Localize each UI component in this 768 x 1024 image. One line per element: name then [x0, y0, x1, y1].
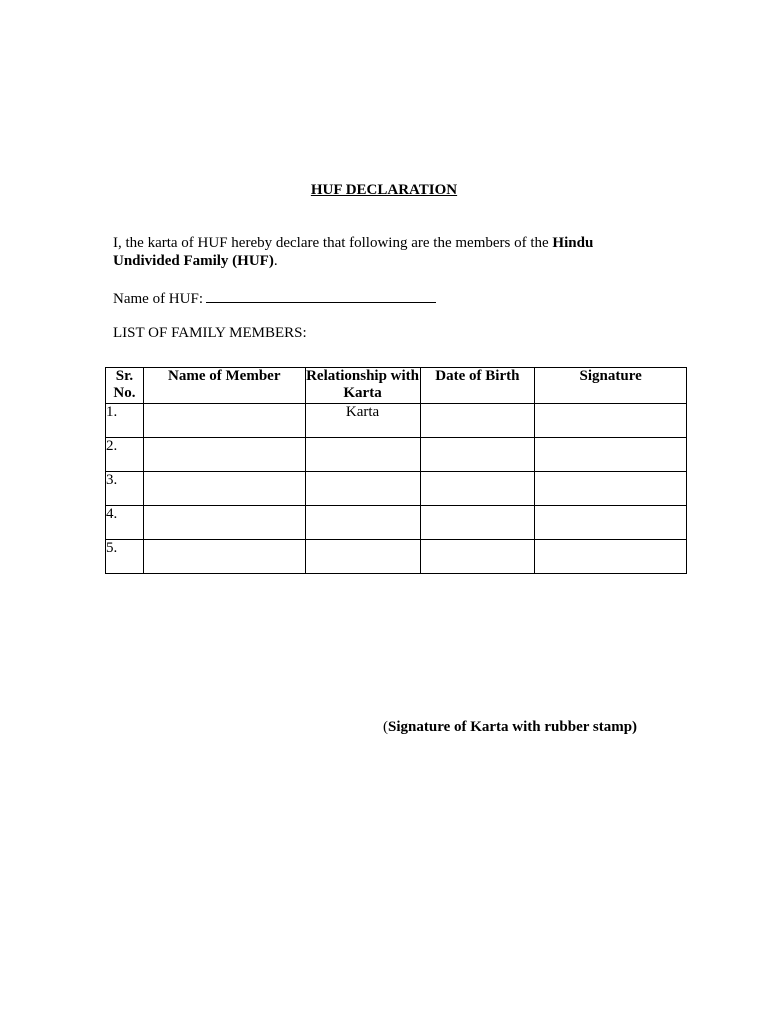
cell-dob[interactable] [420, 540, 535, 574]
table-header-row [106, 368, 687, 404]
header-date-of-birth: Date of Birth [420, 368, 535, 404]
cell-dob[interactable] [420, 472, 535, 506]
header-relationship: Relationship with Karta [305, 368, 420, 404]
stamp-text: Signature of Karta with rubber stamp) [388, 719, 638, 735]
declaration-bold-text: Hindu Undivided Family (HUF) [113, 235, 594, 269]
cell-sr: 4. [106, 506, 144, 540]
cell-sr: 3. [106, 472, 144, 506]
header-name-of-member: Name of Member [143, 368, 305, 404]
table-row [106, 404, 687, 438]
list-heading: LIST OF FAMILY MEMBERS: [113, 325, 307, 341]
cell-signature[interactable] [535, 404, 687, 438]
karta-signature-caption [383, 718, 637, 736]
cell-dob[interactable] [420, 506, 535, 540]
cell-relationship: Karta [305, 404, 420, 438]
cell-signature[interactable] [535, 540, 687, 574]
cell-name[interactable] [143, 472, 305, 506]
declaration-paragraph [113, 234, 633, 270]
cell-signature[interactable] [535, 438, 687, 472]
cell-dob[interactable] [420, 404, 535, 438]
table-row [106, 540, 687, 574]
cell-name[interactable] [143, 540, 305, 574]
cell-relationship[interactable] [305, 540, 420, 574]
table-row [106, 506, 687, 540]
cell-name[interactable] [143, 506, 305, 540]
cell-signature[interactable] [535, 506, 687, 540]
cell-name[interactable] [143, 404, 305, 438]
cell-sr: 5. [106, 540, 144, 574]
table-row [106, 438, 687, 472]
document-title: HUF DECLARATION [310, 182, 458, 198]
cell-name[interactable] [143, 438, 305, 472]
huf-name-label: Name of HUF: [113, 291, 203, 307]
header-sr-no: Sr. No. [106, 368, 144, 404]
table-row [106, 472, 687, 506]
stamp-open-paren: ( [383, 719, 388, 735]
cell-dob[interactable] [420, 438, 535, 472]
cell-sr: 2. [106, 438, 144, 472]
cell-relationship[interactable] [305, 438, 420, 472]
cell-relationship[interactable] [305, 506, 420, 540]
cell-relationship[interactable] [305, 472, 420, 506]
declaration-text: I, the karta of HUF hereby declare that following are the members of the [113, 235, 553, 251]
cell-signature[interactable] [535, 472, 687, 506]
header-signature: Signature [535, 368, 687, 404]
declaration-end: . [273, 253, 278, 269]
huf-name-blank-line[interactable] [206, 288, 436, 303]
cell-sr: 1. [106, 404, 144, 438]
family-members-table [105, 367, 687, 574]
huf-name-row [113, 288, 436, 308]
